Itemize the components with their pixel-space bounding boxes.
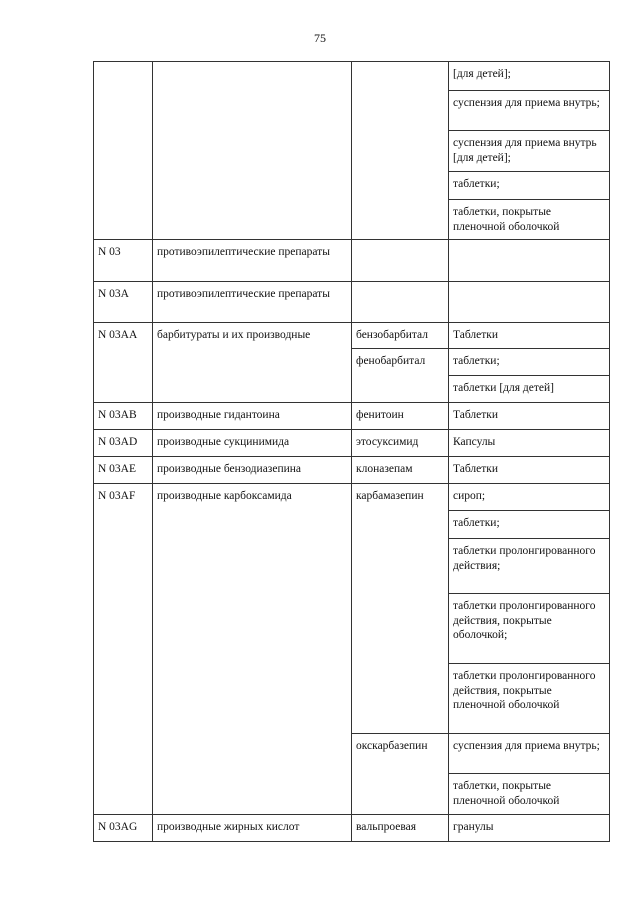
drug-cell: бензобарбитал [352,323,449,349]
code-cell: N 03AG [94,815,153,842]
form-cell: суспензия для приема внутрь; [449,734,610,774]
drug-cell: клоназепам [352,457,449,484]
form-cell: таблетки; [449,172,610,200]
form-cell: таблетки пролонгированного действия; [449,539,610,594]
group-cell: производные жирных кислот [153,815,352,842]
form-cell: Капсулы [449,430,610,457]
drug-cell [352,282,449,323]
table-row [94,484,610,511]
group-cell [153,62,352,240]
form-cell: Таблетки [449,403,610,430]
code-cell: N 03AA [94,323,153,403]
code-cell: N 03AD [94,430,153,457]
form-cell: таблетки, покрытые пленочной оболочкой [449,774,610,815]
form-cell: сироп; [449,484,610,511]
table-row [94,240,610,282]
form-cell [449,240,610,282]
drug-cell: окскарбазепин [352,734,449,815]
drug-cell: фенобарбитал [352,349,449,403]
group-cell: противоэпилептические препараты [153,282,352,323]
form-cell: гранулы [449,815,610,842]
table-row [94,457,610,484]
form-cell: суспензия для приема внутрь [для детей]; [449,131,610,172]
drug-table [93,61,610,842]
drug-cell [352,62,449,240]
form-cell: таблетки; [449,511,610,539]
drug-cell: карбамазепин [352,484,449,734]
drug-cell [352,240,449,282]
table-row [94,62,610,91]
page-number: 75 [314,31,326,45]
group-cell: производные бензодиазепина [153,457,352,484]
table-row [94,323,610,349]
form-cell [449,282,610,323]
code-cell [94,62,153,240]
group-cell: производные сукцинимида [153,430,352,457]
code-cell: N 03AE [94,457,153,484]
code-cell: N 03AF [94,484,153,815]
table-row [94,282,610,323]
form-cell: таблетки; [449,349,610,376]
code-cell: N 03A [94,282,153,323]
drug-cell: вальпроевая [352,815,449,842]
form-cell: [для детей]; [449,62,610,91]
drug-cell: фенитоин [352,403,449,430]
form-cell: таблетки пролонгированного действия, покрытые оболочкой; [449,594,610,664]
form-cell: таблетки [для детей] [449,376,610,403]
code-cell: N 03AB [94,403,153,430]
group-cell: производные гидантоина [153,403,352,430]
group-cell: противоэпилептические препараты [153,240,352,282]
group-cell: производные карбоксамида [153,484,352,815]
form-cell: Таблетки [449,457,610,484]
form-cell: таблетки пролонгированного действия, покрытые пленочной оболочкой [449,664,610,734]
form-cell: таблетки, покрытые пленочной оболочкой [449,200,610,240]
table-row [94,403,610,430]
table-row [94,430,610,457]
drug-cell: этосуксимид [352,430,449,457]
code-cell: N 03 [94,240,153,282]
form-cell: Таблетки [449,323,610,349]
table-row [94,815,610,842]
form-cell: суспензия для приема внутрь; [449,91,610,131]
group-cell: барбитураты и их производные [153,323,352,403]
